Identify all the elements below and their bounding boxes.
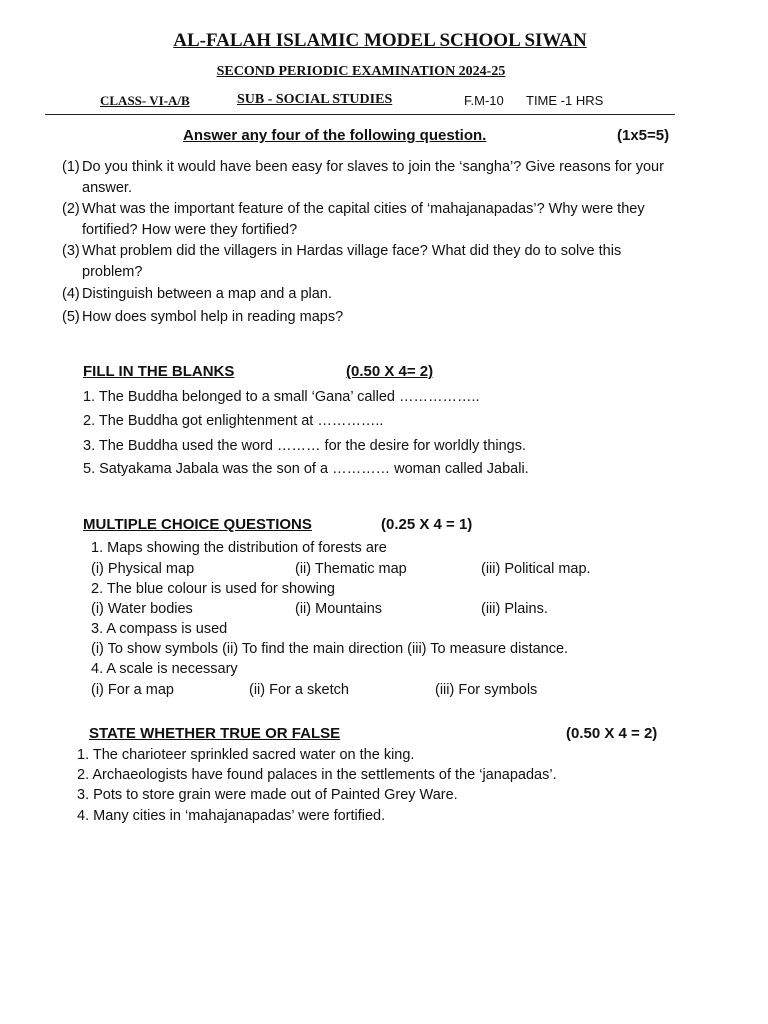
- time-label: TIME -1 HRS: [526, 93, 604, 108]
- subject-label: SUB - SOCIAL STUDIES: [237, 92, 393, 107]
- mcq-option: (ii) Thematic map: [295, 561, 407, 577]
- true-false-item: 1. The charioteer sprinkled sacred water on the king.: [77, 747, 415, 763]
- mcq-option: (ii) For a sketch: [249, 682, 349, 698]
- mcq-option: (i) To show symbols (ii) To find the main direction (iii) To measure distance.: [91, 641, 569, 657]
- mcq-option: (i) Water bodies: [91, 601, 193, 617]
- question-text: Do you think it would have been easy for slaves to join the ‘sangha’? Give reasons for your answer.: [82, 159, 664, 196]
- mcq-question: 2. The blue colour is used for showing: [91, 581, 335, 597]
- mcq-option: (iii) For symbols: [435, 682, 538, 698]
- fill-blank-item: 5. Satyakama Jabala was the son of a ………… woman called Jabali.: [83, 461, 529, 477]
- true-false-item: 4. Many cities in ‘mahajanapadas’ were fortified.: [77, 808, 386, 824]
- full-marks-label: F.M-10: [464, 93, 504, 108]
- question-number: (1): [62, 159, 80, 175]
- mcq-option: (iii) Political map.: [481, 561, 591, 577]
- true-false-marks: (0.50 X 4 = 2): [566, 725, 658, 742]
- mcq-option: (i) Physical map: [91, 561, 195, 577]
- fill-blanks-marks: (0.50 X 4= 2): [346, 363, 434, 380]
- mcq-marks: (0.25 X 4 = 1): [381, 516, 473, 533]
- true-false-item: 3. Pots to store grain were made out of Painted Grey Ware.: [77, 787, 458, 803]
- question-number: (5): [62, 309, 80, 325]
- mcq-heading: MULTIPLE CHOICE QUESTIONS: [83, 516, 312, 533]
- question-5: [62, 307, 682, 328]
- exam-title: SECOND PERIODIC EXAMINATION 2024-25: [216, 64, 506, 79]
- section1-instruction: Answer any four of the following question.: [183, 127, 487, 144]
- class-label: CLASS- VI-A/B: [100, 93, 190, 108]
- mcq-option: (i) For a map: [91, 682, 174, 698]
- question-text: Distinguish between a map and a plan.: [82, 286, 332, 302]
- mcq-question: 3. A compass is used: [91, 621, 228, 637]
- fill-blanks-heading: FILL IN THE BLANKS: [83, 363, 235, 380]
- question-4: [62, 284, 682, 305]
- fill-blank-item: 2. The Buddha got enlightenment at …………..: [83, 413, 384, 429]
- question-3: [62, 241, 682, 283]
- true-false-heading: STATE WHETHER TRUE OR FALSE: [89, 725, 341, 742]
- mcq-option: (ii) Mountains: [295, 601, 383, 617]
- mcq-question: 1. Maps showing the distribution of forests are: [91, 540, 387, 556]
- mcq-option: (iii) Plains.: [481, 601, 548, 617]
- question-number: (3): [62, 243, 80, 259]
- question-text: What was the important feature of the capital cities of ‘mahajanapadas’? Why were they fortified? How were they fortified?: [82, 201, 645, 238]
- question-number: (2): [62, 201, 80, 217]
- true-false-item: 2. Archaeologists have found palaces in the settlements of the ‘janapadas’.: [77, 767, 557, 783]
- section1-marks: (1x5=5): [617, 127, 670, 144]
- school-title: AL-FALAH ISLAMIC MODEL SCHOOL SIWAN: [173, 30, 587, 51]
- question-1: [62, 157, 682, 199]
- question-number: (4): [62, 286, 80, 302]
- question-text: What problem did the villagers in Hardas village face? What did they do to solve this problem?: [82, 243, 622, 280]
- fill-blank-item: 3. The Buddha used the word ……… for the desire for worldly things.: [83, 438, 527, 454]
- fill-blank-item: 1. The Buddha belonged to a small ‘Gana’ called ……………..: [83, 389, 480, 405]
- header-divider: [45, 114, 675, 115]
- question-text: How does symbol help in reading maps?: [82, 309, 344, 325]
- question-2: [62, 199, 682, 241]
- mcq-question: 4. A scale is necessary: [91, 661, 238, 677]
